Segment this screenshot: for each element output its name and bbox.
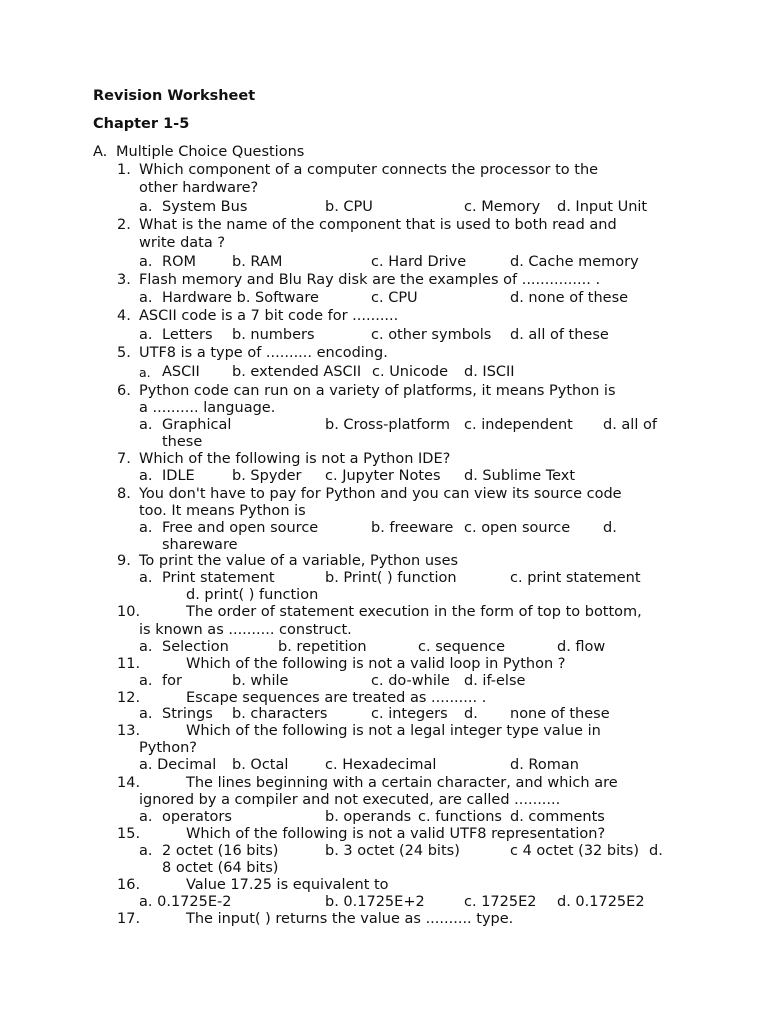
section-marker: A.: [93, 144, 108, 160]
question-text: The order of statement execution in the form of top to bottom,: [186, 604, 642, 620]
question-text: is known as .......... construct.: [139, 622, 352, 638]
question-number: 4.: [117, 308, 131, 324]
option-d: d. Roman: [510, 757, 579, 773]
option-marker: a.: [139, 520, 153, 536]
option-d: d. if-else: [464, 673, 526, 689]
option-d-continued: 8 octet (64 bits): [162, 860, 279, 876]
option-c: c. CPU: [371, 290, 418, 306]
option-b: b. Spyder: [232, 468, 302, 484]
chapter-heading: Chapter 1-5: [93, 116, 190, 132]
option-c: c. functions: [418, 809, 502, 825]
option-b: b. characters: [232, 706, 328, 722]
option-a: Selection: [162, 639, 229, 655]
option-a: operators: [162, 809, 232, 825]
option-c: c. independent: [464, 417, 573, 433]
option-marker: a.: [139, 673, 153, 689]
option-b: b. Octal: [232, 757, 289, 773]
section-label: Multiple Choice Questions: [116, 144, 305, 160]
option-a: System Bus: [162, 199, 248, 215]
question-text: Which component of a computer connects the processor to the: [139, 162, 599, 178]
option-b: b. numbers: [232, 327, 315, 343]
option-a: Graphical: [162, 417, 232, 433]
question-text: ignored by a compiler and not executed, are called ..........: [139, 792, 561, 808]
option-c: c. do-while: [371, 673, 450, 689]
question-number: 15.: [117, 826, 141, 842]
question-text: too. It means Python is: [139, 503, 306, 519]
question-text: Escape sequences are treated as .......... .: [186, 690, 487, 706]
option-marker: a.: [139, 639, 153, 655]
option-a: Letters: [162, 327, 213, 343]
question-text: a .......... language.: [139, 400, 276, 416]
option-marker: a.: [139, 468, 153, 484]
worksheet-title: Revision Worksheet: [93, 88, 256, 104]
question-text: What is the name of the component that is used to both read and: [139, 217, 617, 233]
question-text: Python?: [139, 740, 197, 756]
question-text: Which of the following is not a legal integer type value in: [186, 723, 601, 739]
option-a: a. 0.1725E-2: [139, 894, 232, 910]
option-c: c. sequence: [418, 639, 506, 655]
option-marker: a.: [139, 254, 153, 270]
question-text: Which of the following is not a Python IDE?: [139, 451, 451, 467]
question-text: Which of the following is not a valid UTF8 representation?: [186, 826, 606, 842]
question-number: 2.: [117, 217, 131, 233]
option-b: b. freeware: [371, 520, 454, 536]
question-number: 1.: [117, 162, 131, 178]
question-text: Which of the following is not a valid loop in Python ?: [186, 656, 566, 672]
option-c: c. Memory: [464, 199, 541, 215]
question-text: other hardware?: [139, 180, 259, 196]
option-d: d.: [649, 843, 663, 859]
option-a: ASCII: [162, 364, 200, 380]
option-c: c. 1725E2: [464, 894, 537, 910]
question-number: 10.: [117, 604, 141, 620]
option-b: b. CPU: [325, 199, 373, 215]
option-d-continued: shareware: [162, 537, 238, 553]
option-b: b. Cross-platform: [325, 417, 451, 433]
question-number: 6.: [117, 383, 131, 399]
option-c: c. Hard Drive: [371, 254, 467, 270]
question-text: Value 17.25 is equivalent to: [186, 877, 389, 893]
option-a: Free and open source: [162, 520, 319, 536]
option-marker: a.: [139, 327, 153, 343]
option-d-continued: these: [162, 434, 203, 450]
option-marker: a.: [139, 417, 153, 433]
option-c: c. integers: [371, 706, 448, 722]
option-d: d.: [603, 520, 617, 536]
question-text: Flash memory and Blu Ray disk are the examples of ............... .: [139, 272, 601, 288]
option-b: b. repetition: [278, 639, 367, 655]
question-text: The lines beginning with a certain character, and which are: [186, 775, 618, 791]
question-number: 5.: [117, 345, 131, 361]
option-marker: a.: [139, 706, 153, 722]
option-b: b. while: [232, 673, 289, 689]
option-c: c 4 octet (32 bits): [510, 843, 640, 859]
option-b: b. Print( ) function: [325, 570, 457, 586]
option-a: ROM: [162, 254, 196, 270]
question-text: To print the value of a variable, Python uses: [139, 553, 459, 569]
option-b: b. 0.1725E+2: [325, 894, 425, 910]
question-number: 8.: [117, 486, 131, 502]
option-b: b. RAM: [232, 254, 283, 270]
option-marker: a.: [139, 199, 153, 215]
option-marker: a.: [139, 365, 151, 380]
option-d: d. flow: [557, 639, 606, 655]
question-text: write data ?: [139, 235, 226, 251]
option-c: c. print statement: [510, 570, 641, 586]
option-d: d. comments: [510, 809, 605, 825]
option-d: d.: [464, 706, 478, 722]
option-c: c. open source: [464, 520, 571, 536]
question-number: 13.: [117, 723, 141, 739]
option-a: a. Decimal: [139, 757, 217, 773]
question-text: The input( ) returns the value as .......... type.: [186, 911, 514, 927]
option-d: d. Input Unit: [557, 199, 648, 215]
option-d: d. Cache memory: [510, 254, 639, 270]
option-d-continued: none of these: [510, 706, 610, 722]
option-d: d. ISCII: [464, 364, 515, 380]
question-number: 7.: [117, 451, 131, 467]
option-a: IDLE: [162, 468, 195, 484]
question-text: ASCII code is a 7 bit code for ..........: [139, 308, 399, 324]
question-text: You don't have to pay for Python and you can view its source code: [139, 486, 622, 502]
option-d: d. Sublime Text: [464, 468, 576, 484]
option-c: c. Hexadecimal: [325, 757, 437, 773]
option-c: c. other symbols: [371, 327, 492, 343]
option-d: d. print( ) function: [186, 587, 319, 603]
option-a: 2 octet (16 bits): [162, 843, 279, 859]
option-a: Strings: [162, 706, 213, 722]
question-text: UTF8 is a type of .......... encoding.: [139, 345, 388, 361]
option-c: c. Jupyter Notes: [325, 468, 441, 484]
option-a: for: [162, 673, 182, 689]
question-number: 3.: [117, 272, 131, 288]
option-a: Print statement: [162, 570, 275, 586]
option-marker: a.: [139, 570, 153, 586]
option-d: d. all of these: [510, 327, 609, 343]
option-d: d. 0.1725E2: [557, 894, 645, 910]
option-d: d. none of these: [510, 290, 629, 306]
question-number: 16.: [117, 877, 141, 893]
question-text: Python code can run on a variety of platforms, it means Python is: [139, 383, 616, 399]
option-c: c. Unicode: [372, 364, 448, 380]
question-number: 11.: [117, 656, 141, 672]
question-number: 12.: [117, 690, 141, 706]
option-b: b. operands: [325, 809, 412, 825]
option-marker: a.: [139, 843, 153, 859]
question-number: 14.: [117, 775, 141, 791]
question-number: 9.: [117, 553, 131, 569]
option-b: b. extended ASCII: [232, 364, 362, 380]
question-number: 17.: [117, 911, 141, 927]
option-d: d. all of: [603, 417, 657, 433]
option-marker: a.: [139, 290, 153, 306]
option-marker: a.: [139, 809, 153, 825]
option-b: b. 3 octet (24 bits): [325, 843, 460, 859]
option-a: Hardware b. Software: [162, 290, 319, 306]
